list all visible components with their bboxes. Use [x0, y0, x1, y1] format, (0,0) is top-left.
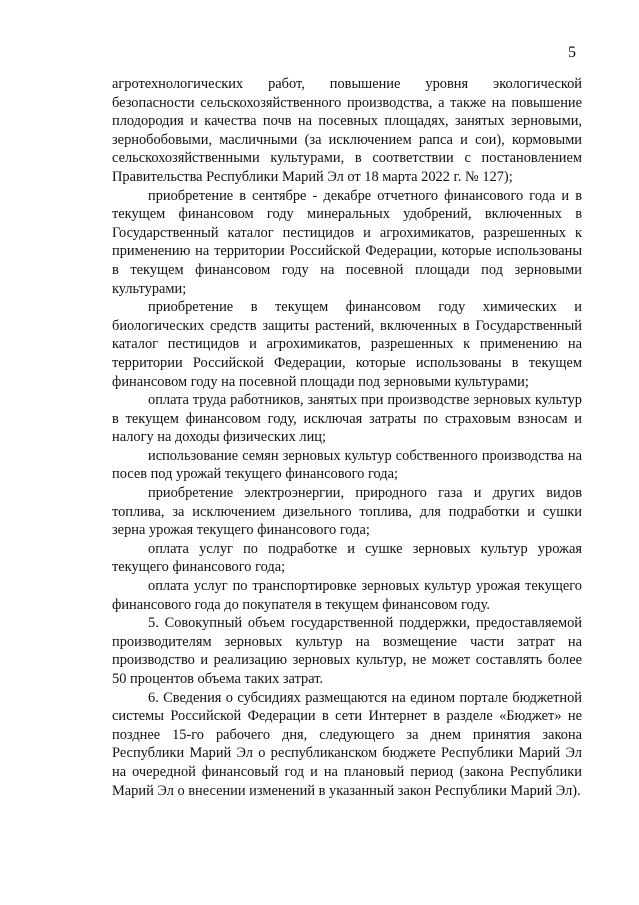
paragraph-section-5: 5. Совокупный объем государственной поддержки, предоставляемой производителям зерновых культур на возмещение части затрат на производство и реализацию зерновых культур, не может составлять более 50 процентов объема таких затрат. [112, 615, 582, 687]
paragraph-section-6: 6. Сведения о субсидиях размещаются на едином портале бюджетной системы Российской Федерации в сети Интернет в разделе «Бюджет» не позднее 15-го рабочего дня, следующего за днем принятия закона Республики Марий Эл о республиканском бюджете Республики Марий Эл на очередной финансовый год и на плановый период (закона Республики Марий Эл о внесении изменений в указанный закон Республики Марий Эл). [112, 689, 582, 799]
document-body [112, 75, 582, 800]
page-number: 5 [568, 44, 576, 61]
paragraph-own-seeds: использование семян зерновых культур собственного производства на посев под урожай текущего финансового года; [112, 447, 582, 483]
paragraph-continuation: агротехнологических работ, повышение уровня экологической безопасности сельскохозяйственного производства, а также на повышение плодородия и качества почв на посевных площадях, занятых зерновыми, зернобобовыми, масличными (за исключением рапса и сои), кормовыми сельскохозяйственными культурами, в соответствии с постановлением Правительства Республики Марий Эл от 18 марта 2022 г. № 127); [112, 76, 582, 185]
paragraph-plant-protection: приобретение в текущем финансовом году химических и биологических средств защиты растений, включенных в Государственный каталог пестицидов и агрохимикатов, разрешенных к применению на территории Российской Федерации, которые использованы в текущем финансовом году на посевной площади под зерновыми культурами; [112, 299, 582, 390]
paragraph-labor-payment: оплата труда работников, занятых при производстве зерновых культур в текущем финансовом году, исключая затраты по страховым взносам и налогу на доходы физических лиц; [112, 392, 582, 446]
paragraph-drying-services: оплата услуг по подработке и сушке зерновых культур урожая текущего финансового года; [112, 540, 582, 576]
paragraph-transport-services: оплата услуг по транспортировке зерновых культур урожая текущего финансового года до покупателя в текущем финансовом году. [112, 578, 582, 613]
paragraph-mineral-fertilizers: приобретение в сентябре - декабре отчетного финансового года и в текущем финансовом году минеральных удобрений, включенных в Государственный каталог пестицидов и агрохимикатов, разрешенных к применению на территории Российской Федерации, которые использованы в текущем финансовом году на посевной площади под зерновыми культурами; [112, 187, 582, 297]
paragraph-energy-purchase: приобретение электроэнергии, природного газа и других видов топлива, за исключением дизельного топлива, для подработки и сушки зерна урожая текущего финансового года; [112, 485, 582, 539]
